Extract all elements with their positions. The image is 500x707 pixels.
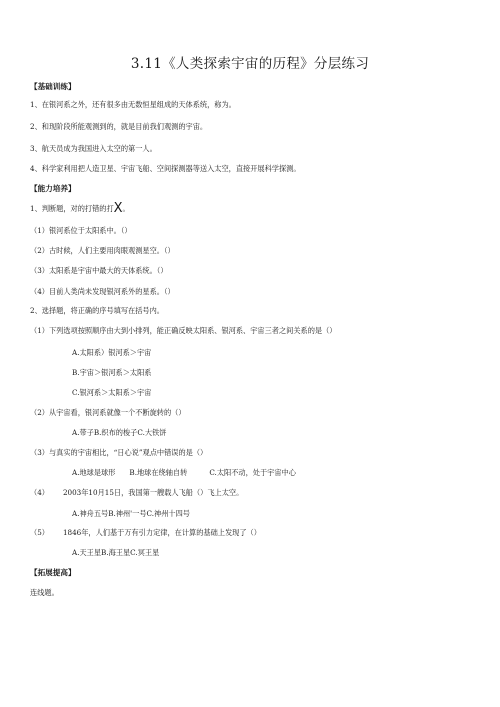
extend-item: 连线题。 — [30, 588, 59, 597]
q1-option-b: B.宇宙＞银河系＞太阳系 — [72, 368, 152, 377]
choice-question-1: （1）下列选项按照顺序由大到小排列，能正确反映太阳系、银河系、宇宙三者之间关系的是（） — [30, 326, 337, 335]
section-basic-heading: 【基础训练】 — [30, 82, 76, 91]
q3-option-c: C.太阳不动，处于宇宙中心 — [209, 468, 296, 477]
page-title: 3.11《人类探索宇宙的历程》分层练习 — [130, 56, 370, 72]
q4-options: A.神舟五号B.神州'一号C.神州十四号 — [72, 509, 190, 518]
basic-item-4: 4、科学家利用把人造卫星、宇宙飞船、空间探测器等送入太空，直接开展科学探测。 — [30, 164, 301, 173]
q1-option-c: C.银河系＞太阳系＞宇宙 — [72, 388, 152, 397]
q5-number: （5） — [30, 528, 49, 537]
choice-intro: 2、选择题，将正确的序号填写在括号内。 — [30, 306, 164, 315]
choice-question-3: （3）与真实的宇宙相比，“日心说”观点中错误的是（） — [30, 448, 208, 457]
q1-option-a: A.太阳系）银河系＞宇宙 — [72, 348, 152, 357]
choice-question-4 — [30, 488, 243, 498]
q2-options: A.带子B.织布的梭子C.大铁饼 — [72, 428, 167, 437]
choice-question-2: （2）从宇宙看，银河系就像一个不断旋转的（） — [30, 408, 186, 417]
judge-intro — [30, 201, 130, 216]
q4-number: （4） — [30, 488, 49, 497]
q3-option-b: B.地球在绕轴自转 — [129, 468, 188, 477]
section-ability-heading: 【能力培养】 — [30, 184, 76, 193]
q3-option-a: A.地球是球形 — [72, 468, 116, 477]
q5-options: A.天王星B.海王星C.冥王星 — [72, 548, 160, 557]
choice-question-5 — [30, 528, 261, 538]
section-extend-heading: 【拓展提高】 — [30, 568, 76, 577]
judge-intro-text: 1、判断题，对的打错的打 — [30, 204, 114, 213]
judge-intro-end: 。 — [122, 204, 130, 213]
x-mark: X — [113, 201, 123, 216]
basic-item-2: 2、和现阶段所能观测到的，就是目前我们观测的宇宙。 — [30, 122, 208, 131]
q5-text: 1846年，人们基于万有引力定律，在计算的基础上发现了（） — [62, 528, 261, 537]
q4-text: 2003年10月15日，我国第一艘载人飞船（）飞上太空。 — [62, 488, 244, 497]
basic-item-3: 3、航天员成为我国进入太空的第一人。 — [30, 144, 157, 153]
judge-item-2: （2）古时候，人们主要用肉眼观测星空。（） — [30, 246, 175, 255]
judge-item-3: （3）太阳系是宇宙中最大的天体系统。（） — [30, 266, 168, 275]
judge-item-4: （4）目前人类尚未发现银河系外的星系。（） — [30, 287, 175, 296]
judge-item-1: （1）银河系位于太阳系中。（） — [30, 226, 132, 235]
basic-item-1: 1、在银河系之外，还有很多由无数恒星组成的天体系统，称为。 — [30, 100, 236, 109]
q3-options — [72, 468, 296, 478]
